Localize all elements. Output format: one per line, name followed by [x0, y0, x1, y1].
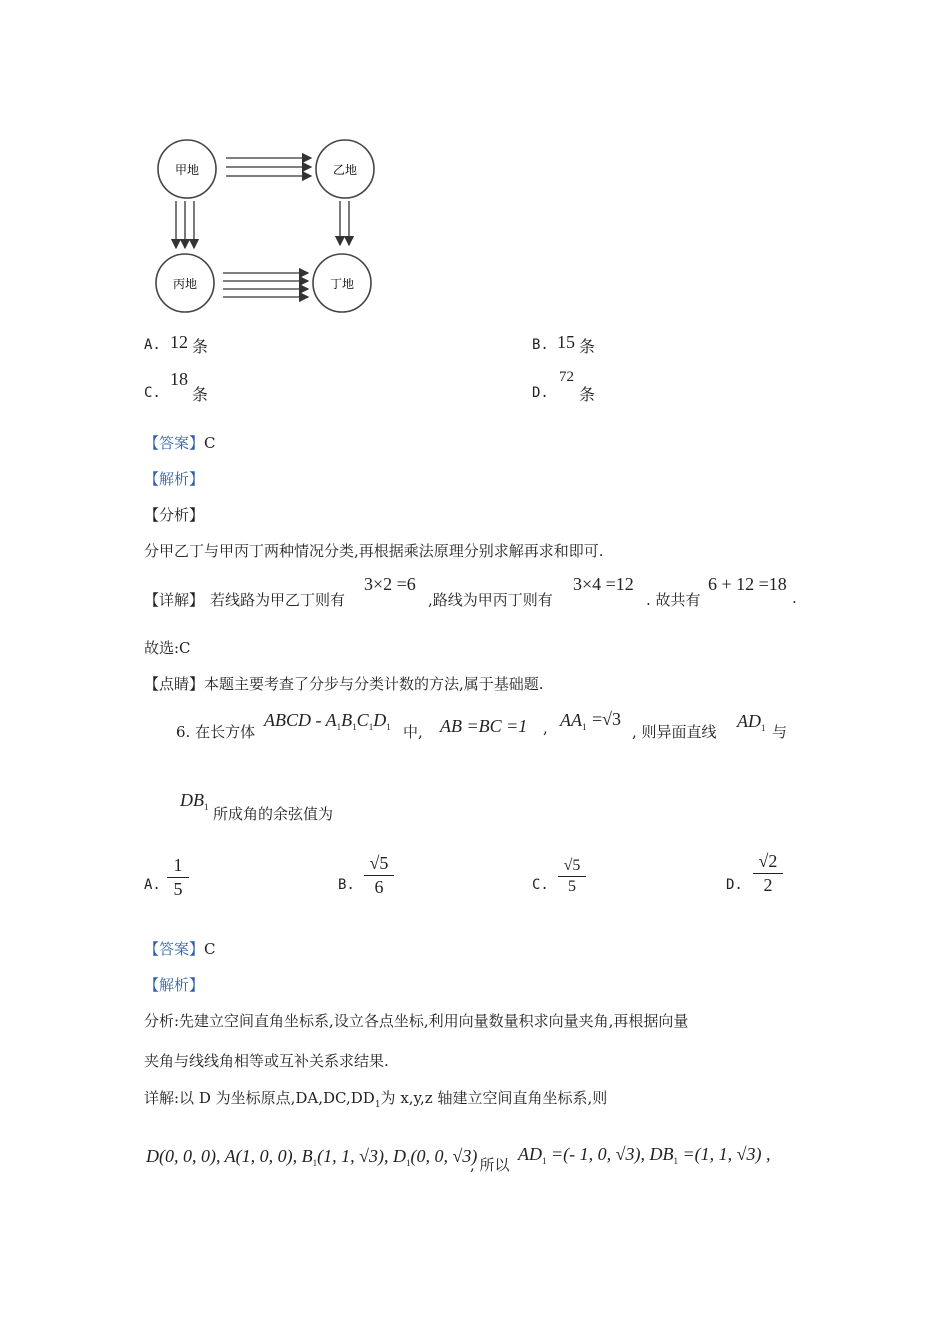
route-diagram: [150, 135, 385, 315]
arrows-jia-to-yi: [226, 158, 311, 176]
q5-option-b-unit: 条: [579, 337, 596, 356]
q6-number: 6. 在长方体: [176, 723, 256, 741]
q6-option-c-fraction: √5 5: [558, 857, 586, 896]
q6-option-b-letter: B.: [338, 877, 355, 893]
q6-comma: ,: [543, 719, 548, 737]
q5-expr-3: 6 + 12 =18: [708, 574, 787, 594]
q5-fenxi-text: 分甲乙丁与甲丙丁两种情况分类,再根据乘法原理分别求解再求和即可.: [144, 542, 604, 560]
q5-expr-2: 3×4 =12: [573, 574, 634, 594]
q5-answer-line: [144, 432, 216, 453]
node-ding-label: 丁地: [329, 277, 355, 291]
q5-option-d-value: 72: [559, 369, 574, 385]
q6-tail: , 则异面直线: [632, 723, 717, 741]
q6-analysis-tag: 【解析】: [144, 976, 205, 994]
q6-fenxi-2: 夹角与线线角相等或互补关系求结果.: [144, 1052, 389, 1070]
q5-option-d-unit: 条: [579, 385, 596, 404]
q5-expr-1: 3×2 =6: [364, 574, 416, 594]
node-jia-label: 甲地: [174, 163, 200, 177]
q6-yu: 与: [772, 723, 788, 741]
q6-db1: $DB_1$: [180, 790, 209, 812]
q6-zhong: 中,: [403, 723, 423, 741]
q6-option-d-fraction: √2 2: [753, 851, 783, 896]
node-bing-label: 丙地: [172, 277, 198, 291]
q5-analysis-tag: 【解析】: [144, 470, 205, 488]
node-yi-label: 乙地: [332, 163, 358, 177]
arrows-jia-to-bing: [176, 201, 194, 248]
q6-option-c-letter: C.: [532, 877, 549, 893]
q6-answer-tag: 【答案】: [144, 940, 205, 958]
q6-answer: C: [204, 940, 216, 958]
q5-dianjing-line: [144, 673, 544, 694]
q6-line2: 所成角的余弦值为: [213, 805, 334, 823]
q6-option-a-fraction: 1 5: [167, 855, 189, 900]
q6-aa1: $AA_1$: [560, 710, 587, 732]
q5-detail-text-1: 若线路为甲乙丁则有: [210, 591, 346, 609]
q6-vectors: $AD_1$ =(- 1, 0, √3), $DB_1 =(1$, 1, √3) ,: [518, 1144, 771, 1166]
arrows-bing-to-ding: [223, 273, 308, 297]
q6-fenxi-1: 分析:先建立空间直角坐标系,设立各点坐标,利用向量数量积求向量夹角,再根据向量: [144, 1012, 689, 1030]
q6-option-b-fraction: √5 6: [364, 853, 394, 898]
q6-detail-line: 详解:以 D 为坐标原点$,DA,DC,DD_1$为 x,y,z 轴建立空间直角坐标系,则: [144, 1089, 608, 1110]
q5-option-b-value: 15: [557, 332, 575, 352]
q5-detail-text-2: ,路线为甲丙丁则有: [428, 591, 553, 609]
q6-suoyi: , 所以: [470, 1156, 510, 1174]
q5-option-c-value: 18: [170, 369, 188, 389]
q5-detail-end: .: [792, 589, 797, 607]
q5-fenxi-tag: 【分析】: [144, 506, 205, 524]
q5-choose: 故选:C: [144, 639, 191, 657]
q6-box-name: ABCD - $A_1B_1C_1D_1$: [264, 710, 391, 732]
q5-dianjing-tag: 【点睛】: [144, 675, 205, 693]
q5-detail-text-3: . 故共有: [646, 591, 701, 609]
q5-detail-tag: 【详解】: [144, 591, 205, 609]
q6-ab-bc: AB =BC =1: [440, 716, 528, 736]
q5-option-b-letter: B.: [532, 337, 549, 353]
q6-option-a-letter: A.: [144, 877, 161, 893]
q5-option-a-letter: A.: [144, 337, 161, 353]
q6-answer-line: [144, 938, 216, 959]
q6-coords: D(0, 0, 0), A(1, 0, 0), $B_1(1$, 1, √3), $D_1(0$, 0, √3): [146, 1146, 478, 1168]
arrows-yi-to-ding: [340, 201, 349, 245]
q5-option-d-letter: D.: [532, 385, 549, 401]
q5-option-c-letter: C.: [144, 385, 161, 401]
q5-answer-tag: 【答案】: [144, 434, 205, 452]
q5-option-c-unit: 条: [192, 385, 209, 404]
q5-answer: C: [204, 434, 216, 452]
q5-dianjing-text: 本题主要考查了分步与分类计数的方法,属于基础题.: [204, 675, 544, 693]
q5-option-a-value: 12: [170, 332, 188, 352]
q6-aa1-value: =√3: [592, 709, 622, 729]
q6-option-d-letter: D.: [726, 877, 743, 893]
q5-option-a-unit: 条: [192, 337, 209, 356]
q6-ad1: $AD_1$: [737, 711, 766, 733]
